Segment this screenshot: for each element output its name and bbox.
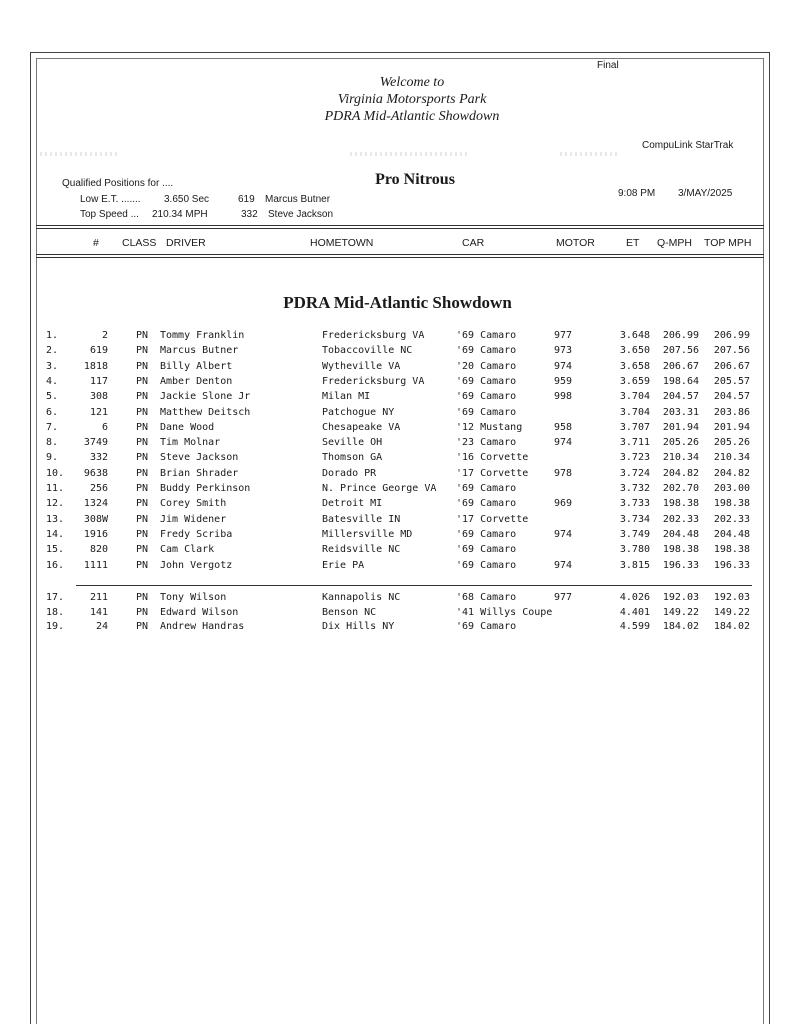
cell-elapsed-time: 3.723 bbox=[619, 452, 650, 464]
table-row bbox=[0, 361, 795, 376]
cell-driver-name: Fredy Scriba bbox=[160, 528, 233, 540]
cell-driver-name: John Vergotz bbox=[160, 559, 233, 571]
cell-position: 4. bbox=[46, 375, 59, 387]
cell-elapsed-time: 3.733 bbox=[619, 498, 650, 510]
cell-driver-name: Billy Albert bbox=[160, 360, 233, 372]
cell-class-code: PN bbox=[136, 498, 149, 510]
cell-car-number: 9638 bbox=[83, 467, 108, 479]
cell-hometown: Patchogue NY bbox=[322, 406, 395, 418]
cell-class-code: PN bbox=[136, 606, 149, 618]
col-header-hometown: HOMETOWN bbox=[310, 237, 374, 249]
cell-hometown: Wytheville VA bbox=[322, 360, 401, 372]
cell-top-mph: 204.48 bbox=[713, 528, 750, 540]
cell-qualifying-mph: 202.70 bbox=[662, 483, 699, 494]
col-header-car: CAR bbox=[462, 237, 485, 249]
cell-driver-name: Andrew Handras bbox=[160, 621, 245, 632]
col-header-num: # bbox=[93, 237, 99, 249]
cell-driver-name: Jackie Slone Jr bbox=[160, 391, 251, 403]
cell-position: 1. bbox=[46, 330, 59, 341]
col-header-driver: DRIVER bbox=[166, 237, 206, 249]
cell-elapsed-time: 3.734 bbox=[619, 513, 650, 525]
cell-top-mph: 149.22 bbox=[713, 606, 750, 618]
cell-motor: 973 bbox=[554, 345, 573, 357]
cell-car-number: 141 bbox=[89, 606, 108, 618]
table-row bbox=[0, 437, 795, 452]
cell-car-model: '69 Camaro bbox=[456, 330, 517, 341]
cell-motor: 969 bbox=[554, 498, 573, 510]
cell-hometown: Seville OH bbox=[322, 437, 383, 449]
cell-hometown: Chesapeake VA bbox=[322, 421, 401, 433]
cell-qualifying-mph: 198.64 bbox=[662, 375, 699, 387]
cell-position: 13. bbox=[46, 513, 65, 525]
cell-motor: 998 bbox=[554, 391, 573, 403]
cell-top-mph: 205.26 bbox=[713, 437, 750, 449]
cell-car-model: '17 Corvette bbox=[456, 467, 529, 479]
cell-car-model: '68 Camaro bbox=[456, 592, 517, 603]
cell-qualifying-mph: 203.31 bbox=[662, 406, 699, 418]
section-title: PDRA Mid-Atlantic Showdown bbox=[283, 293, 512, 312]
cell-top-mph: 204.82 bbox=[713, 467, 750, 479]
top-speed-driver: Steve Jackson bbox=[268, 209, 334, 220]
cell-car-number: 619 bbox=[89, 345, 108, 357]
cell-top-mph: 203.00 bbox=[713, 483, 750, 494]
table-row bbox=[0, 592, 795, 607]
cell-driver-name: Steve Jackson bbox=[160, 452, 239, 464]
cell-hometown: Milan MI bbox=[322, 391, 371, 403]
cell-elapsed-time: 3.650 bbox=[619, 345, 650, 357]
cell-car-number: 820 bbox=[89, 544, 108, 556]
cell-car-number: 308W bbox=[83, 513, 108, 525]
col-header-motor: MOTOR bbox=[556, 237, 595, 249]
cell-car-number: 6 bbox=[101, 421, 108, 433]
timing-system: CompuLink StarTrak bbox=[642, 140, 734, 151]
cell-qualifying-mph: 198.38 bbox=[662, 498, 699, 510]
low-et-driver: Marcus Butner bbox=[265, 194, 331, 205]
cell-car-number: 211 bbox=[89, 592, 108, 603]
cell-qualifying-mph: 207.56 bbox=[662, 345, 699, 357]
cell-top-mph: 210.34 bbox=[713, 452, 750, 464]
cell-hometown: Tobaccoville NC bbox=[322, 345, 413, 357]
cell-hometown: Kannapolis NC bbox=[322, 592, 401, 603]
cell-hometown: Batesville IN bbox=[322, 513, 401, 525]
cell-car-model: '17 Corvette bbox=[456, 513, 529, 525]
cell-class-code: PN bbox=[136, 483, 149, 494]
cell-class-code: PN bbox=[136, 559, 149, 571]
cell-hometown: Dix Hills NY bbox=[322, 621, 395, 632]
col-header-topmph: TOP MPH bbox=[704, 237, 752, 249]
cell-top-mph: 204.57 bbox=[713, 391, 750, 403]
cell-position: 2. bbox=[46, 345, 59, 357]
table-row bbox=[0, 514, 795, 529]
cell-elapsed-time: 3.780 bbox=[619, 544, 650, 556]
cell-position: 9. bbox=[46, 452, 59, 464]
cell-elapsed-time: 3.659 bbox=[619, 375, 650, 387]
cell-class-code: PN bbox=[136, 345, 149, 357]
table-row bbox=[0, 345, 795, 360]
cell-position: 7. bbox=[46, 421, 59, 433]
cell-class-code: PN bbox=[136, 360, 149, 372]
cell-elapsed-time: 3.658 bbox=[619, 360, 650, 372]
event-name: PDRA Mid-Atlantic Showdown bbox=[324, 109, 500, 124]
cell-class-code: PN bbox=[136, 391, 149, 403]
cell-car-number: 308 bbox=[89, 391, 108, 403]
cell-qualifying-mph: 184.02 bbox=[662, 621, 699, 632]
table-row bbox=[0, 376, 795, 391]
cell-qualifying-mph: 204.82 bbox=[662, 467, 699, 479]
cell-hometown: Fredericksburg VA bbox=[322, 330, 425, 341]
cell-class-code: PN bbox=[136, 406, 149, 418]
cell-car-model: '69 Camaro bbox=[456, 559, 517, 571]
col-header-et: ET bbox=[626, 237, 640, 249]
cell-motor: 977 bbox=[554, 330, 573, 341]
cell-motor: 974 bbox=[554, 437, 573, 449]
cell-elapsed-time: 3.815 bbox=[619, 559, 650, 571]
table-row bbox=[0, 468, 795, 483]
cell-car-number: 117 bbox=[89, 375, 108, 387]
cell-class-code: PN bbox=[136, 621, 149, 632]
scan-noise bbox=[350, 152, 470, 156]
low-et-label: Low E.T. ....... bbox=[80, 194, 141, 205]
table-row bbox=[0, 483, 795, 498]
cell-top-mph: 184.02 bbox=[713, 621, 750, 632]
table-row bbox=[0, 407, 795, 422]
cell-qualifying-mph: 204.57 bbox=[662, 391, 699, 403]
table-row bbox=[0, 529, 795, 544]
cell-elapsed-time: 4.599 bbox=[619, 621, 650, 632]
cell-position: 16. bbox=[46, 559, 65, 571]
cell-qualifying-mph: 204.48 bbox=[662, 528, 699, 540]
top-speed-label: Top Speed ... bbox=[80, 209, 139, 220]
cell-car-number: 24 bbox=[95, 621, 108, 632]
cell-car-number: 256 bbox=[89, 483, 108, 494]
cell-qualifying-mph: 202.33 bbox=[662, 513, 699, 525]
cell-elapsed-time: 3.648 bbox=[619, 330, 650, 341]
header-rule-bottom bbox=[36, 257, 764, 258]
cell-position: 10. bbox=[46, 467, 65, 479]
cell-driver-name: Buddy Perkinson bbox=[160, 483, 251, 494]
cell-elapsed-time: 3.704 bbox=[619, 406, 650, 418]
cell-qualifying-mph: 206.99 bbox=[662, 330, 699, 341]
cell-car-model: '69 Camaro bbox=[456, 345, 517, 357]
cell-class-code: PN bbox=[136, 452, 149, 464]
cell-class-code: PN bbox=[136, 330, 149, 341]
table-row bbox=[0, 560, 795, 575]
cell-top-mph: 203.86 bbox=[713, 406, 750, 418]
cell-top-mph: 202.33 bbox=[713, 513, 750, 525]
cell-car-number: 3749 bbox=[83, 437, 108, 449]
cell-position: 15. bbox=[46, 544, 65, 556]
final-label: Final bbox=[597, 60, 619, 71]
cell-class-code: PN bbox=[136, 467, 149, 479]
col-header-qmph: Q-MPH bbox=[657, 237, 692, 249]
cell-driver-name: Brian Shrader bbox=[160, 467, 239, 479]
cell-elapsed-time: 3.707 bbox=[619, 421, 650, 433]
cell-position: 5. bbox=[46, 391, 59, 403]
cell-motor: 974 bbox=[554, 528, 573, 540]
header-rule-top bbox=[36, 225, 764, 226]
cell-hometown: N. Prince George VA bbox=[322, 483, 437, 494]
cell-class-code: PN bbox=[136, 528, 149, 540]
header-rule-bottom bbox=[36, 254, 764, 255]
cell-top-mph: 198.38 bbox=[713, 544, 750, 556]
cell-car-model: '69 Camaro bbox=[456, 498, 517, 510]
cell-hometown: Millersville MD bbox=[322, 528, 413, 540]
cell-driver-name: Jim Widener bbox=[160, 513, 227, 525]
cell-class-code: PN bbox=[136, 375, 149, 387]
header-rule-top bbox=[36, 228, 764, 229]
cell-position: 12. bbox=[46, 498, 65, 510]
cell-elapsed-time: 3.724 bbox=[619, 467, 650, 479]
cell-motor: 958 bbox=[554, 421, 573, 433]
cell-driver-name: Edward Wilson bbox=[160, 606, 239, 618]
table-row bbox=[0, 544, 795, 559]
cell-top-mph: 206.67 bbox=[713, 360, 750, 372]
cell-qualifying-mph: 196.33 bbox=[662, 559, 699, 571]
cell-car-number: 1818 bbox=[83, 360, 108, 372]
table-row bbox=[0, 330, 795, 345]
cell-top-mph: 201.94 bbox=[713, 421, 750, 433]
low-et-car: 619 bbox=[238, 194, 255, 205]
table-row bbox=[0, 391, 795, 406]
cell-position: 11. bbox=[46, 483, 65, 494]
cell-elapsed-time: 3.732 bbox=[619, 483, 650, 494]
scan-noise bbox=[560, 152, 620, 156]
cell-driver-name: Tim Molnar bbox=[160, 437, 221, 449]
cell-driver-name: Matthew Deitsch bbox=[160, 406, 251, 418]
cell-position: 8. bbox=[46, 437, 59, 449]
cell-driver-name: Tommy Franklin bbox=[160, 330, 245, 341]
cell-class-code: PN bbox=[136, 513, 149, 525]
cell-car-model: '69 Camaro bbox=[456, 544, 517, 556]
cell-driver-name: Tony Wilson bbox=[160, 592, 227, 603]
cell-motor: 974 bbox=[554, 360, 573, 372]
table-row bbox=[0, 422, 795, 437]
cell-driver-name: Marcus Butner bbox=[160, 345, 239, 357]
cell-top-mph: 205.57 bbox=[713, 375, 750, 387]
top-speed-value: 210.34 MPH bbox=[152, 209, 208, 220]
cell-motor: 977 bbox=[554, 592, 573, 603]
cell-car-model: '20 Camaro bbox=[456, 360, 517, 372]
cell-qualifying-mph: 206.67 bbox=[662, 360, 699, 372]
cell-position: 3. bbox=[46, 360, 59, 372]
cell-top-mph: 196.33 bbox=[713, 559, 750, 571]
col-header-class: CLASS bbox=[122, 237, 157, 249]
report-date: 3/MAY/2025 bbox=[678, 188, 733, 199]
cell-position: 14. bbox=[46, 528, 65, 540]
cell-hometown: Dorado PR bbox=[322, 467, 377, 479]
cell-top-mph: 207.56 bbox=[713, 345, 750, 357]
scan-noise bbox=[40, 152, 120, 156]
cell-car-model: '69 Camaro bbox=[456, 391, 517, 403]
cell-hometown: Benson NC bbox=[322, 606, 377, 618]
table-row bbox=[0, 452, 795, 467]
cell-car-number: 1324 bbox=[83, 498, 108, 510]
table-row bbox=[0, 498, 795, 513]
cell-hometown: Fredericksburg VA bbox=[322, 375, 425, 387]
cell-class-code: PN bbox=[136, 437, 149, 449]
cell-car-model: '69 Camaro bbox=[456, 483, 517, 494]
cell-qualifying-mph: 201.94 bbox=[662, 421, 699, 433]
cell-car-model: '69 Camaro bbox=[456, 528, 517, 540]
table-row bbox=[0, 621, 795, 636]
report-time: 9:08 PM bbox=[618, 188, 656, 199]
cell-top-mph: 192.03 bbox=[713, 592, 750, 603]
cell-car-number: 121 bbox=[89, 406, 108, 418]
cell-driver-name: Amber Denton bbox=[160, 375, 233, 387]
cell-car-model: '69 Camaro bbox=[456, 406, 517, 418]
cell-hometown: Erie PA bbox=[322, 559, 365, 571]
cell-elapsed-time: 4.401 bbox=[619, 606, 650, 618]
cell-driver-name: Cam Clark bbox=[160, 544, 215, 556]
cell-driver-name: Dane Wood bbox=[160, 421, 215, 433]
cell-car-number: 1111 bbox=[83, 559, 108, 571]
venue-name: Virginia Motorsports Park bbox=[337, 92, 487, 107]
cell-motor: 974 bbox=[554, 559, 573, 571]
cell-car-model: '69 Camaro bbox=[456, 375, 517, 387]
top-speed-car: 332 bbox=[241, 209, 258, 220]
cell-car-number: 332 bbox=[89, 452, 108, 464]
class-title: Pro Nitrous bbox=[375, 171, 455, 188]
cell-class-code: PN bbox=[136, 592, 149, 603]
cell-qualifying-mph: 198.38 bbox=[662, 544, 699, 556]
cell-position: 6. bbox=[46, 406, 59, 418]
cell-top-mph: 206.99 bbox=[713, 330, 750, 341]
cell-hometown: Thomson GA bbox=[322, 452, 383, 464]
cell-elapsed-time: 4.026 bbox=[619, 592, 650, 603]
cell-class-code: PN bbox=[136, 544, 149, 556]
welcome-text: Welcome to bbox=[379, 75, 445, 90]
cell-elapsed-time: 3.711 bbox=[619, 437, 650, 449]
qualified-label: Qualified Positions for .... bbox=[62, 178, 174, 189]
cell-hometown: Detroit MI bbox=[322, 498, 383, 510]
qualifying-cutoff-line bbox=[76, 585, 752, 586]
table-row bbox=[0, 607, 795, 622]
cell-motor: 978 bbox=[554, 467, 573, 479]
cell-car-model: '23 Camaro bbox=[456, 437, 517, 449]
cell-elapsed-time: 3.749 bbox=[619, 528, 650, 540]
cell-qualifying-mph: 210.34 bbox=[662, 452, 699, 464]
cell-qualifying-mph: 205.26 bbox=[662, 437, 699, 449]
cell-class-code: PN bbox=[136, 421, 149, 433]
cell-position: 17. bbox=[46, 592, 65, 603]
cell-position: 19. bbox=[46, 621, 65, 632]
low-et-value: 3.650 Sec bbox=[164, 194, 210, 205]
cell-motor: 959 bbox=[554, 375, 573, 387]
cell-driver-name: Corey Smith bbox=[160, 498, 227, 510]
cell-top-mph: 198.38 bbox=[713, 498, 750, 510]
cell-car-model: '69 Camaro bbox=[456, 621, 517, 632]
cell-elapsed-time: 3.704 bbox=[619, 391, 650, 403]
cell-car-number: 2 bbox=[101, 330, 108, 341]
cell-car-model: '12 Mustang bbox=[456, 421, 523, 433]
cell-qualifying-mph: 149.22 bbox=[662, 606, 699, 618]
cell-position: 18. bbox=[46, 606, 65, 618]
cell-car-model: '41 Willys Coupe bbox=[456, 606, 553, 618]
cell-hometown: Reidsville NC bbox=[322, 544, 401, 556]
cell-car-model: '16 Corvette bbox=[456, 452, 529, 464]
cell-car-number: 1916 bbox=[83, 528, 108, 540]
cell-qualifying-mph: 192.03 bbox=[662, 592, 699, 603]
